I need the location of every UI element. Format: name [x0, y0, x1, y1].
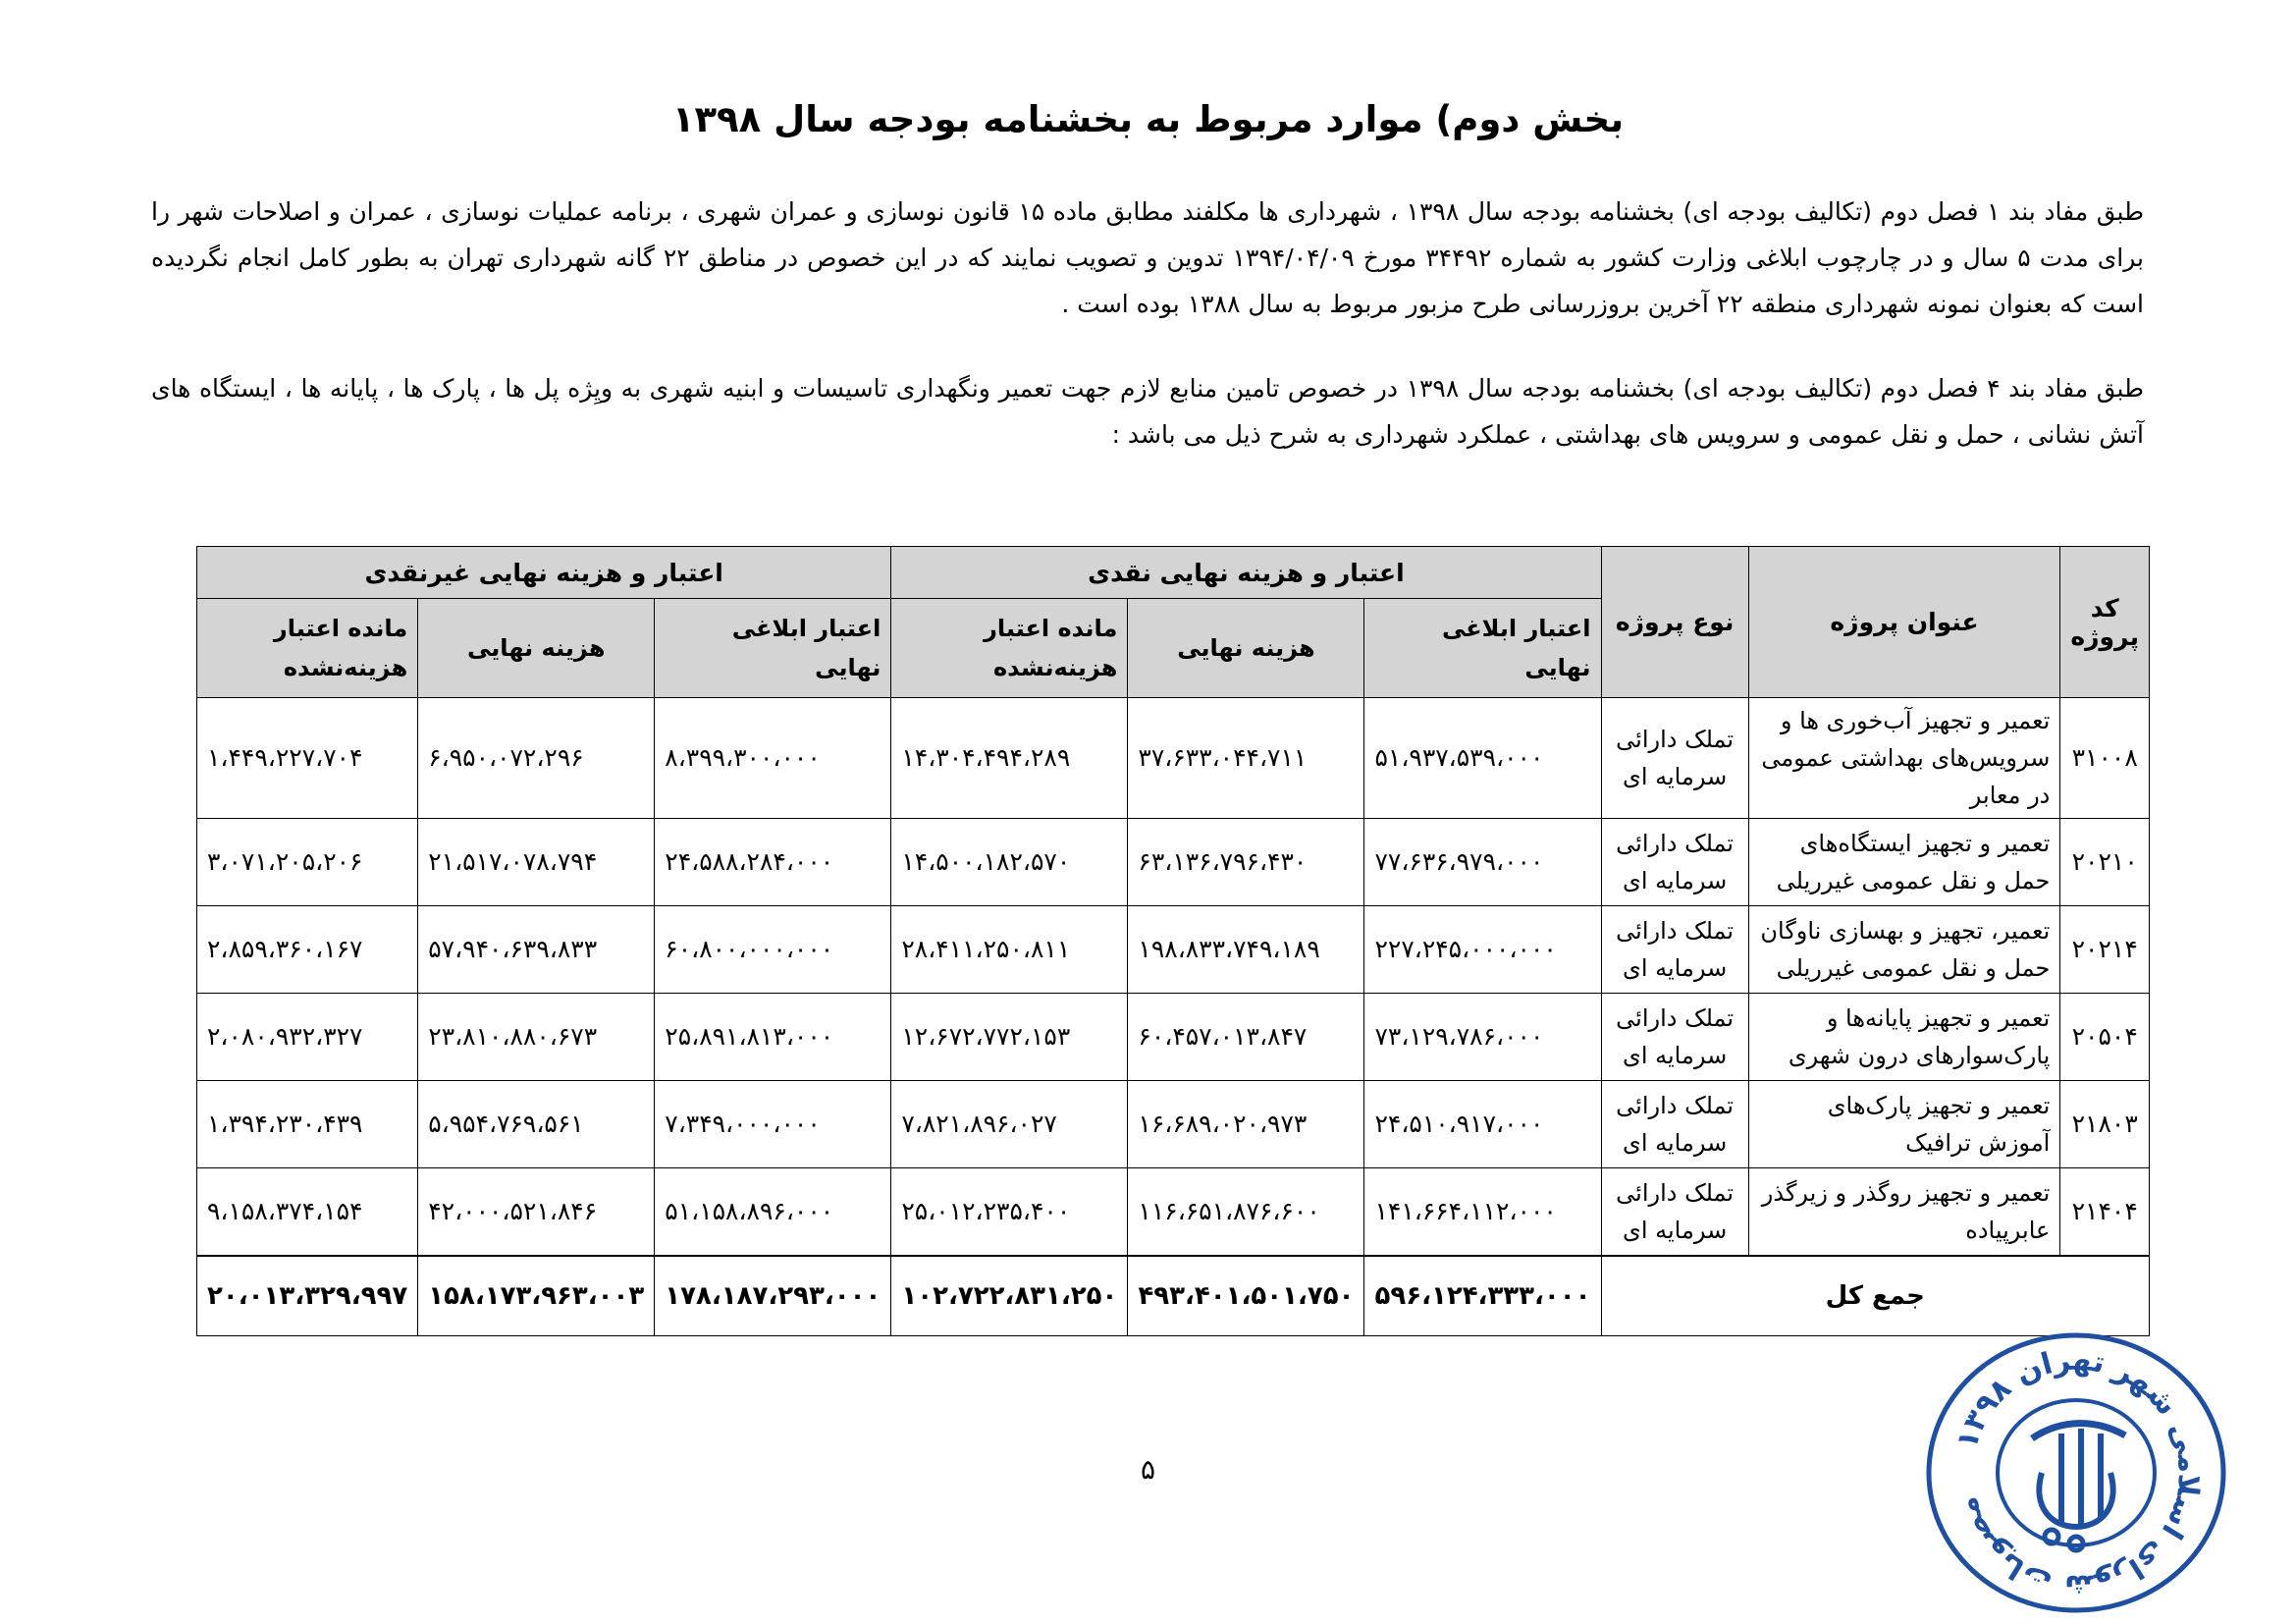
header-code: کد پروژه	[2060, 547, 2150, 698]
table-row	[197, 1168, 2150, 1257]
cell-noncash-remain: ۳،۰۷۱،۲۰۵،۲۰۶	[197, 819, 418, 906]
cell-code: ۲۰۵۰۴	[2060, 994, 2150, 1081]
cell-title: تعمیر و تجهیز پارک‌های آموزش ترافیک	[1748, 1081, 2060, 1168]
table-row	[197, 906, 2150, 994]
header-noncash-cost: هزینه نهایی	[418, 599, 655, 698]
cell-noncash-cost: ۲۳،۸۱۰،۸۸۰،۶۷۳	[418, 994, 655, 1081]
cell-noncash-credit: ۲۵،۸۹۱،۸۱۳،۰۰۰	[655, 994, 891, 1081]
cell-code: ۲۱۴۰۴	[2060, 1168, 2150, 1257]
header-noncash-credit: اعتبار ابلاغی نهایی	[655, 599, 891, 698]
header-cash-group: اعتبار و هزینه نهایی نقدی	[891, 547, 1601, 599]
paragraph-clause-1: طبق مفاد بند ۱ فصل دوم (تکالیف بودجه ای) بخشنامه بودجه سال ۱۳۹۸ ، شهرداری ها مکلفند مطابق ماده ۱۵ قانون نوسازی و عمران شهری ، برنامه عملیات نوسازی ، عمران و اصلاحات شهر را برای مدت ۵ سال و در چارچوب ابلاغی وزارت کشور به شماره ۳۴۴۹۲ مورخ ۱۳۹۴/۰۴/۰۹ تدوین و تصویب نمایند که در این خصوص در مناطق ۲۲ گانه شهرداری تهران به بطور کامل انجام نگردیده است که بعنوان نمونه شهرداری منطقه ۲۲ آخرین بروزرسانی طرح مزبور مربوط به سال ۱۳۸۸ بوده است .	[151, 197, 2144, 318]
cell-cash-cost: ۶۰،۴۵۷،۰۱۳،۸۴۷	[1128, 994, 1364, 1081]
total-noncash-credit: ۱۷۸،۱۸۷،۲۹۳،۰۰۰	[655, 1256, 891, 1336]
cell-type: تملک دارائی سرمایه ای	[1601, 994, 1748, 1081]
cell-noncash-credit: ۲۴،۵۸۸،۲۸۴،۰۰۰	[655, 819, 891, 906]
cell-noncash-credit: ۸،۳۹۹،۳۰۰،۰۰۰	[655, 698, 891, 819]
cell-noncash-cost: ۴۲،۰۰۰،۵۲۱،۸۴۶	[418, 1168, 655, 1257]
header-cash-credit: اعتبار ابلاغی نهایی	[1364, 599, 1601, 698]
header-noncash-remain: مانده اعتبار هزینه‌نشده	[197, 599, 418, 698]
cell-noncash-remain: ۱،۳۹۴،۲۳۰،۴۳۹	[197, 1081, 418, 1168]
cell-title: تعمیر و تجهیز روگذر و زیرگذر عابرپیاده	[1748, 1168, 2060, 1257]
total-cash-credit: ۵۹۶،۱۲۴،۳۳۳،۰۰۰	[1364, 1256, 1601, 1336]
table-row	[197, 1081, 2150, 1168]
cell-code: ۲۰۲۱۰	[2060, 819, 2150, 906]
cell-type: تملک دارائی سرمایه ای	[1601, 906, 1748, 994]
cell-cash-cost: ۳۷،۶۳۳،۰۴۴،۷۱۱	[1128, 698, 1364, 819]
cell-noncash-credit: ۷،۳۴۹،۰۰۰،۰۰۰	[655, 1081, 891, 1168]
cell-title: تعمیر و تجهیز ایستگاه‌های حمل و نقل عمومی غیرریلی	[1748, 819, 2060, 906]
cell-cash-remain: ۱۲،۶۷۲،۷۷۲،۱۵۳	[891, 994, 1128, 1081]
header-cash-remain: مانده اعتبار هزینه‌نشده	[891, 599, 1128, 698]
cell-noncash-remain: ۲،۰۸۰،۹۳۲،۳۲۷	[197, 994, 418, 1081]
cell-cash-credit: ۷۳،۱۲۹،۷۸۶،۰۰۰	[1364, 994, 1601, 1081]
header-noncash-group: اعتبار و هزینه نهایی غیرنقدی	[197, 547, 891, 599]
cell-cash-credit: ۷۷،۶۳۶،۹۷۹،۰۰۰	[1364, 819, 1601, 906]
cell-cash-remain: ۱۴،۳۰۴،۴۹۴،۲۸۹	[891, 698, 1128, 819]
total-noncash-cost: ۱۵۸،۱۷۳،۹۶۳،۰۰۳	[418, 1256, 655, 1336]
cell-type: تملک دارائی سرمایه ای	[1601, 819, 1748, 906]
cell-cash-credit: ۲۴،۵۱۰،۹۱۷،۰۰۰	[1364, 1081, 1601, 1168]
table-row	[197, 819, 2150, 906]
cell-title: تعمیر و تجهیز آب‌خوری ها و سرویس‌های بهداشتی عمومی در معابر	[1748, 698, 2060, 819]
cell-code: ۲۰۲۱۴	[2060, 906, 2150, 994]
page-number: ۵	[1140, 1453, 1156, 1486]
cell-cash-credit: ۵۱،۹۳۷،۵۳۹،۰۰۰	[1364, 698, 1601, 819]
section-title: بخش دوم) موارد مربوط به بخشنامه بودجه سال ۱۳۹۸	[671, 98, 1625, 140]
cell-type: تملک دارائی سرمایه ای	[1601, 1081, 1748, 1168]
paragraph-clause-4: طبق مفاد بند ۴ فصل دوم (تکالیف بودجه ای) بخشنامه بودجه سال ۱۳۹۸ در خصوص تامین منابع لازم جهت تعمیر ونگهداری تاسیسات و ابنیه شهری به ویِژه پل ها ، پارک ها ، پایانه ها ، ایستگاه های آتش نشانی ، حمل و نقل عمومی و سرویس های بهداشتی ، عملکرد شهرداری به شرح ذیل می باشد :	[151, 374, 2145, 449]
budget-table	[196, 546, 2150, 1336]
table-row	[197, 698, 2150, 819]
cell-noncash-cost: ۵۷،۹۴۰،۶۳۹،۸۳۳	[418, 906, 655, 994]
header-cash-cost: هزینه نهایی	[1128, 599, 1364, 698]
cell-type: تملک دارائی سرمایه ای	[1601, 698, 1748, 819]
total-noncash-remain: ۲۰،۰۱۳،۳۲۹،۹۹۷	[197, 1256, 418, 1336]
total-row	[197, 1256, 2150, 1336]
cell-code: ۳۱۰۰۸	[2060, 698, 2150, 819]
table-row	[197, 994, 2150, 1081]
cell-cash-remain: ۷،۸۲۱،۸۹۶،۰۲۷	[891, 1081, 1128, 1168]
cell-noncash-cost: ۵،۹۵۴،۷۶۹،۵۶۱	[418, 1081, 655, 1168]
council-seal-stamp	[1914, 1326, 2238, 1620]
total-label: جمع کل	[1601, 1256, 2149, 1336]
cell-noncash-credit: ۶۰،۸۰۰،۰۰۰،۰۰۰	[655, 906, 891, 994]
cell-title: تعمیر، تجهیز و بهسازی ناوگان حمل و نقل عمومی غیرریلی	[1748, 906, 2060, 994]
cell-cash-remain: ۲۸،۴۱۱،۲۵۰،۸۱۱	[891, 906, 1128, 994]
header-type: نوع پروژه	[1601, 547, 1748, 698]
cell-cash-credit: ۱۴۱،۶۶۴،۱۱۲،۰۰۰	[1364, 1168, 1601, 1257]
cell-noncash-remain: ۱،۴۴۹،۲۲۷،۷۰۴	[197, 698, 418, 819]
cell-cash-cost: ۱۶،۶۸۹،۰۲۰،۹۷۳	[1128, 1081, 1364, 1168]
cell-cash-remain: ۱۴،۵۰۰،۱۸۲،۵۷۰	[891, 819, 1128, 906]
header-title: عنوان پروژه	[1748, 547, 2060, 698]
cell-cash-remain: ۲۵،۰۱۲،۲۳۵،۴۰۰	[891, 1168, 1128, 1257]
cell-code: ۲۱۸۰۳	[2060, 1081, 2150, 1168]
cell-noncash-remain: ۹،۱۵۸،۳۷۴،۱۵۴	[197, 1168, 418, 1257]
cell-cash-cost: ۶۳،۱۳۶،۷۹۶،۴۳۰	[1128, 819, 1364, 906]
cell-cash-cost: ۱۹۸،۸۳۳،۷۴۹،۱۸۹	[1128, 906, 1364, 994]
cell-noncash-cost: ۶،۹۵۰،۰۷۲،۲۹۶	[418, 698, 655, 819]
cell-type: تملک دارائی سرمایه ای	[1601, 1168, 1748, 1257]
cell-cash-cost: ۱۱۶،۶۵۱،۸۷۶،۶۰۰	[1128, 1168, 1364, 1257]
total-cash-cost: ۴۹۳،۴۰۱،۵۰۱،۷۵۰	[1128, 1256, 1364, 1336]
total-cash-remain: ۱۰۲،۷۲۲،۸۳۱،۲۵۰	[891, 1256, 1128, 1336]
cell-noncash-credit: ۵۱،۱۵۸،۸۹۶،۰۰۰	[655, 1168, 891, 1257]
cell-cash-credit: ۲۲۷،۲۴۵،۰۰۰،۰۰۰	[1364, 906, 1601, 994]
cell-noncash-cost: ۲۱،۵۱۷،۰۷۸،۷۹۴	[418, 819, 655, 906]
cell-title: تعمیر و تجهیز پایانه‌ها و پارک‌سوارهای درون شهری	[1748, 994, 2060, 1081]
cell-noncash-remain: ۲،۸۵۹،۳۶۰،۱۶۷	[197, 906, 418, 994]
svg-text:مصوبات شورای اسلامی شهر تهران: مصوبات شورای اسلامی شهر تهران ۱۳۹۸	[1949, 1342, 2207, 1603]
